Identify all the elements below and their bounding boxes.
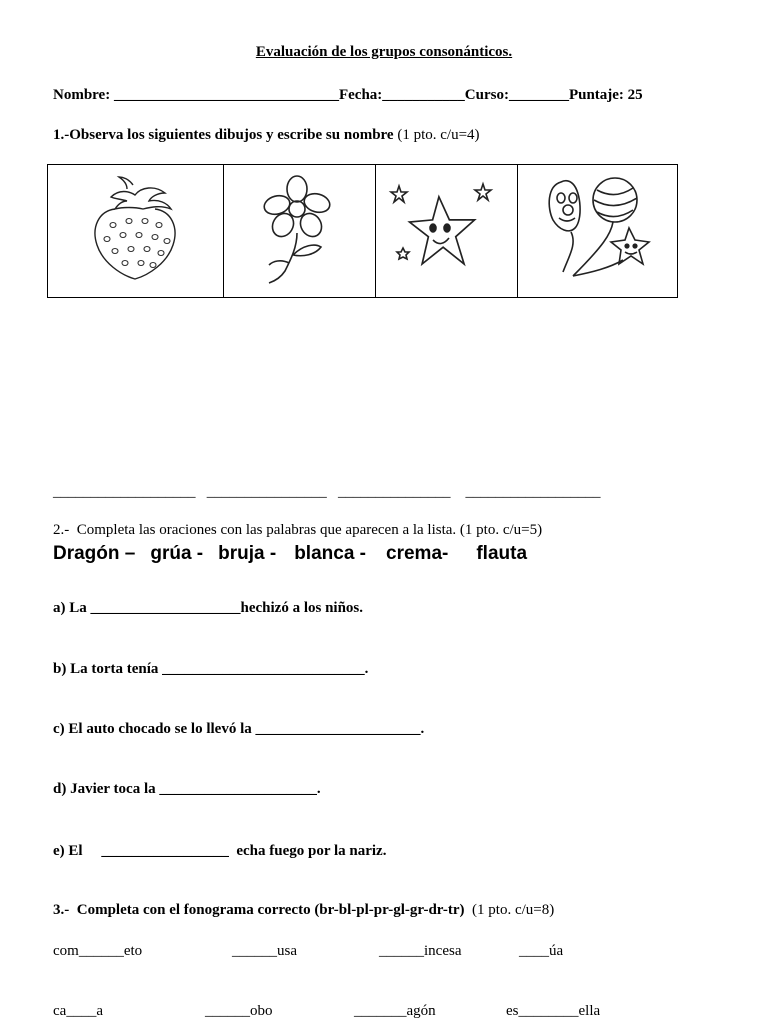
question-3-heading (53, 902, 554, 919)
student-info-line: Nombre: ______________________________Fecha:___________Curso:________Puntaje: 25 (53, 87, 643, 103)
word-bank-item: grúa - (150, 543, 204, 564)
word-bank-item: flauta (476, 543, 528, 564)
sentence-e[interactable]: e) El _________________ echa fuego por la nariz. (53, 843, 387, 859)
fill-word[interactable]: es________ella (506, 1003, 601, 1019)
sentence-d[interactable]: d) Javier toca la _____________________. (53, 781, 321, 797)
question-1-text: 1.-Observa los siguientes dibujos y escribe su nombre (53, 127, 394, 143)
question-2-heading: 2.- Completa las oraciones con las palabras que aparecen a la lista. (1 pto. c/u=5) (53, 522, 543, 538)
picture-cell-1 (48, 165, 224, 297)
picture-cell-4 (518, 165, 677, 297)
word-bank-item: blanca - (294, 543, 367, 564)
question-1-answer-lines[interactable]: ___________________ ________________ _______________ __________________ (53, 484, 601, 500)
question-3-text: 3.- Completa con el fonograma correcto (br-bl-pl-pr-gl-gr-dr-tr) (53, 902, 465, 918)
fill-word[interactable]: com______eto (53, 943, 143, 959)
word-bank-item: bruja - (218, 543, 277, 564)
fill-word[interactable]: ca____a (53, 1003, 103, 1019)
strawberry-drawing-icon (71, 171, 201, 291)
fill-word[interactable]: ______usa (232, 943, 297, 959)
pictures-table (47, 164, 678, 298)
fill-word[interactable]: _______agón (354, 1003, 436, 1019)
sentence-a[interactable]: a) La ____________________hechizó a los niños. (53, 600, 364, 616)
fill-word[interactable]: ______incesa (379, 943, 462, 959)
word-bank (53, 543, 527, 565)
word-bank-item: crema- (386, 543, 449, 564)
fill-word[interactable]: ____úa (519, 943, 564, 959)
question-1-heading (53, 127, 480, 144)
sentence-c[interactable]: c) El auto chocado se lo llevó la ______________________. (53, 721, 425, 737)
word-bank-item: Dragón – (53, 543, 136, 564)
picture-cell-2 (224, 165, 376, 297)
page-title: Evaluación de los grupos consonánticos. (255, 44, 513, 60)
sentence-b[interactable]: b) La torta tenía ___________________________. (53, 661, 369, 677)
question-1-points: (1 pto. c/u=4) (393, 127, 480, 143)
fill-word[interactable]: ______obo (205, 1003, 273, 1019)
flower-drawing-icon (245, 171, 355, 291)
question-3-points: (1 pto. c/u=8) (464, 902, 555, 918)
star-drawing-icon (387, 176, 507, 286)
picture-cell-3 (376, 165, 518, 297)
balloons-drawing-icon (533, 172, 663, 290)
